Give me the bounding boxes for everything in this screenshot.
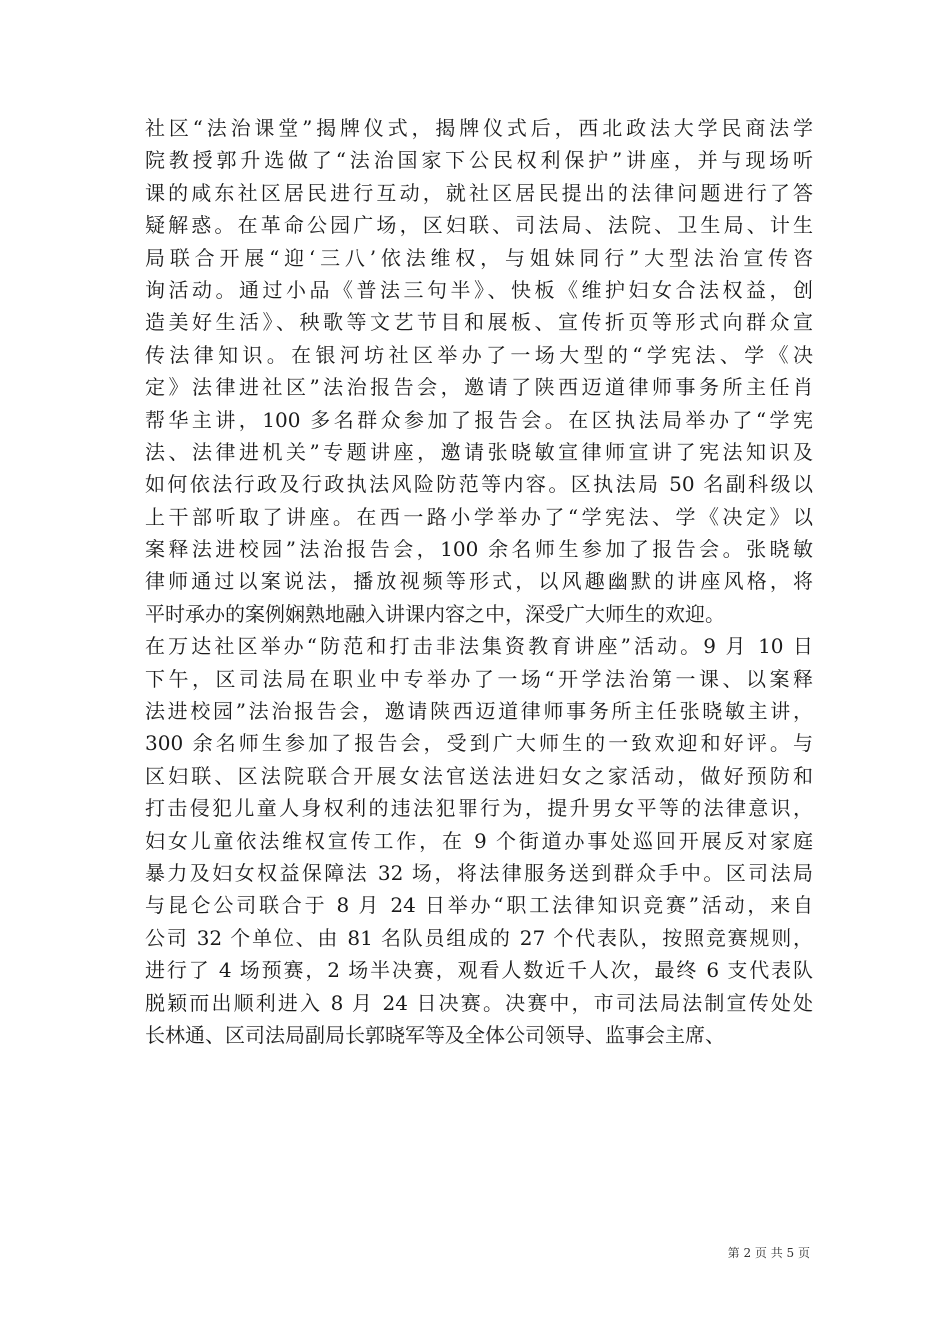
text-line: 妇女儿童依法维权宣传工作，在 9 个街道办事处巡回开展反对家庭 (145, 828, 813, 853)
text-line: 上干部听取了讲座。在西一路小学举办了“学宪法、学《决定》以 (145, 504, 813, 529)
text-line: 课的咸东社区居民进行互动，就社区居民提出的法律问题进行了答 (145, 180, 813, 205)
text-line: 进行了 4 场预赛，2 场半决赛，观看人数近千人次，最终 6 支代表队 (145, 958, 813, 983)
text-line: 在万达社区举办“防范和打击非法集资教育讲座”活动。9 月 10 日 (145, 634, 813, 659)
text-line: 法进校园”法治报告会，邀请陕西迈道律师事务所主任张晓敏主讲， (145, 699, 813, 724)
text-line: 案释法进校园”法治报告会，100 余名师生参加了报告会。张晓敏 (145, 537, 813, 562)
text-line: 帮华主讲，100 多名群众参加了报告会。在区执法局举办了“学宪 (145, 407, 813, 432)
text-line: 平时承办的案例娴熟地融入讲课内容之中，深受广大师生的欢迎。 (145, 601, 725, 626)
body-text (145, 112, 813, 1051)
text-line: 脱颖而出顺利进入 8 月 24 日决赛。决赛中，市司法局法制宣传处处 (145, 990, 813, 1015)
text-line: 长林通、区司法局副局长郭晓军等及全体公司领导、监事会主席、 (145, 1022, 725, 1047)
text-line: 暴力及妇女权益保障法 32 场，将法律服务送到群众手中。区司法局 (145, 860, 813, 885)
text-line: 与昆仑公司联合于 8 月 24 日举办“职工法律知识竞赛”活动，来自 (145, 893, 813, 918)
text-line: 如何依法行政及行政执法风险防范等内容。区执法局 50 名副科级以 (145, 472, 813, 497)
text-line: 局联合开展“迎‘三八’依法维权，与姐妹同行”大型法治宣传咨 (145, 245, 813, 270)
text-line: 造美好生活》、秧歌等文艺节目和展板、宣传折页等形式向群众宣 (145, 310, 813, 335)
text-line: 区妇联、区法院联合开展女法官送法进妇女之家活动，做好预防和 (145, 763, 813, 788)
text-line: 下午，区司法局在职业中专举办了一场“开学法治第一课、以案释 (145, 666, 813, 691)
text-line: 300 余名师生参加了报告会，受到广大师生的一致欢迎和好评。与 (145, 731, 813, 756)
page-number: 第 2 页 共 5 页 (727, 1246, 810, 1260)
text-line: 公司 32 个单位、由 81 名队员组成的 27 个代表队，按照竞赛规则， (145, 925, 813, 950)
text-line: 询活动。通过小品《普法三句半》、快板《维护妇女合法权益，创 (145, 277, 813, 302)
text-line: 疑解惑。在革命公园广场，区妇联、司法局、法院、卫生局、计生 (145, 213, 813, 238)
text-line: 法、法律进机关”专题讲座，邀请张晓敏宣律师宣讲了宪法知识及 (145, 439, 813, 464)
text-line: 律师通过以案说法，播放视频等形式，以风趣幽默的讲座风格，将 (145, 569, 813, 594)
text-line: 院教授郭升选做了“法治国家下公民权利保护”讲座，并与现场听 (145, 148, 813, 173)
text-line: 打击侵犯儿童人身权利的违法犯罪行为，提升男女平等的法律意识， (145, 796, 813, 821)
text-line: 传法律知识。在银河坊社区举办了一场大型的“学宪法、学《决 (145, 342, 813, 367)
text-line: 社区“法治课堂”揭牌仪式，揭牌仪式后，西北政法大学民商法学 (145, 116, 813, 140)
text-line: 定》法律进社区”法治报告会，邀请了陕西迈道律师事务所主任肖 (145, 375, 813, 400)
